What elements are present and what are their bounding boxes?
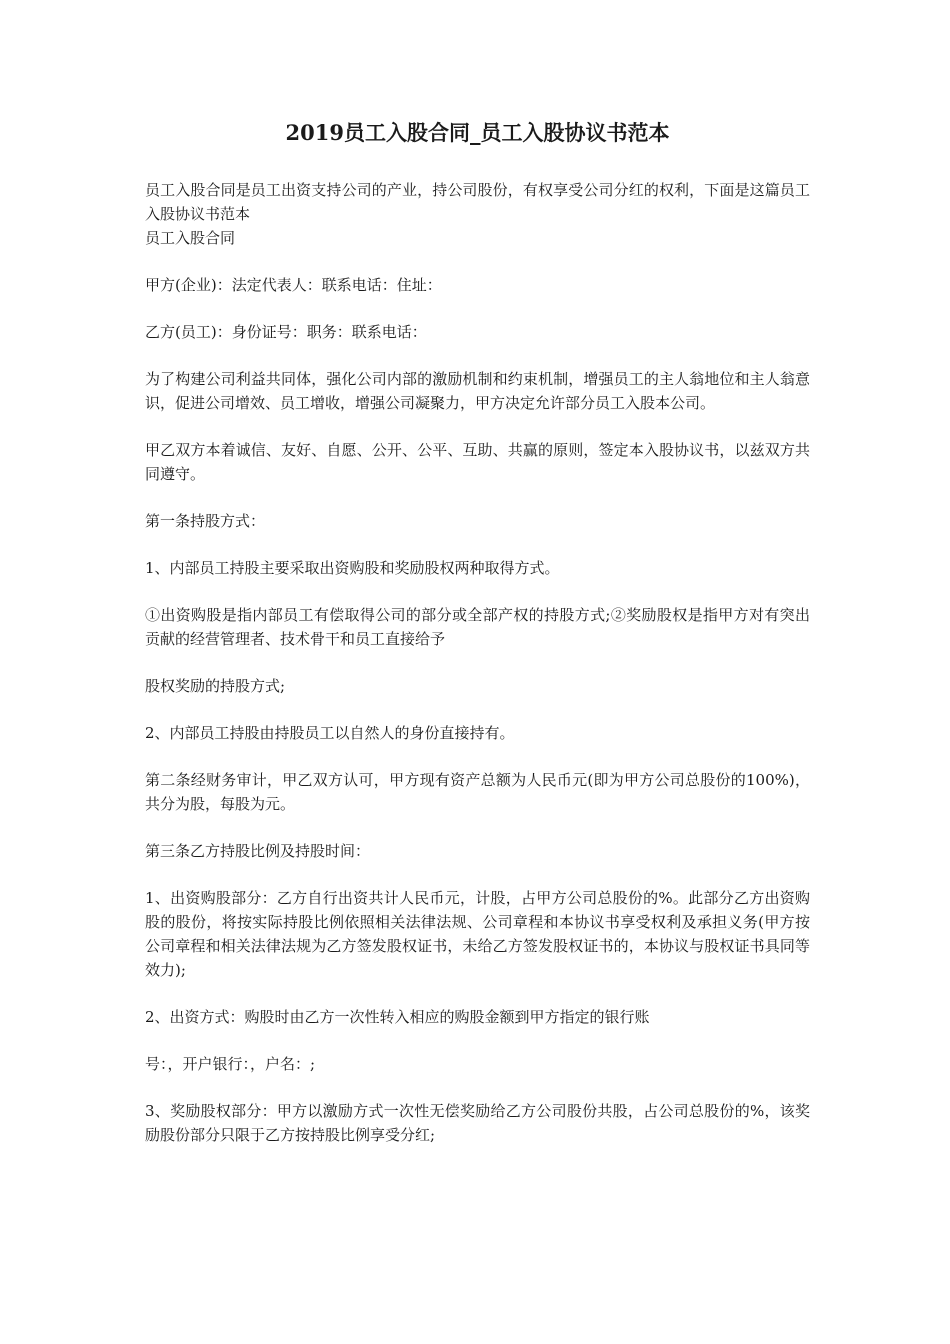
intro-paragraph: 员工入股合同是员工出资支持公司的产业，持公司股份，有权享受公司分红的权利，下面是这篇员工入股协议书范本 (145, 181, 810, 223)
article-1-item-1-detail: ①出资购股是指内部员工有偿取得公司的部分或全部产权的持股方式;②奖励股权是指甲方对有突出贡献的经营管理者、技术骨干和员工直接给予 (145, 606, 810, 648)
article-3-item-1: 1、出资购股部分：乙方自行出资共计人民币元，计股，占甲方公司总股份的%。此部分乙方出资购股的股份，将按实际持股比例依照相关法律法规、公司章程和本协议书享受权利及承担义务(甲方按公司章程和相关法律法规为乙方签发股权证书，未给乙方签发股权证书的，本协议与股权证书具同等效力); (145, 889, 810, 979)
article-3-item-2: 2、出资方式：购股时由乙方一次性转入相应的购股金额到甲方指定的银行账 (145, 1008, 650, 1026)
article-2-paragraph: 第二条经财务审计，甲乙双方认可，甲方现有资产总额为人民币元(即为甲方公司总股份的100%)，共分为股，每股为元。 (145, 771, 810, 813)
party-b-line: 乙方(员工)：身份证号：职务：联系电话： (145, 323, 427, 341)
article-3-item-2-continued: 号：，开户银行：，户名：; (145, 1055, 316, 1073)
article-1-item-2: 2、内部员工持股由持股员工以自然人的身份直接持有。 (145, 724, 515, 742)
document-title: 2019员工入股合同_员工入股协议书范本 (285, 120, 670, 145)
principle-paragraph: 甲乙双方本着诚信、友好、自愿、公开、公平、互助、共赢的原则，签定本入股协议书，以兹双方共同遵守。 (145, 441, 810, 483)
article-3-heading: 第三条乙方持股比例及持股时间： (145, 842, 371, 860)
purpose-paragraph: 为了构建公司利益共同体，强化公司内部的激励机制和约束机制，增强员工的主人翁地位和主人翁意识，促进公司增效、员工增收，增强公司凝聚力，甲方决定允许部分员工入股本公司。 (145, 370, 810, 412)
article-1-item-1: 1、内部员工持股主要采取出资购股和奖励股权两种取得方式。 (145, 559, 560, 577)
article-1-heading: 第一条持股方式： (145, 512, 266, 530)
article-3-item-3: 3、奖励股权部分：甲方以激励方式一次性无偿奖励给乙方公司股份共股，占公司总股份的%，该奖励股份部分只限于乙方按持股比例享受分红; (145, 1102, 810, 1144)
article-1-item-1-continued: 股权奖励的持股方式; (145, 677, 286, 695)
party-a-line: 甲方(企业)：法定代表人：联系电话：住址： (145, 276, 442, 294)
document-page (145, 118, 810, 1147)
section-heading: 员工入股合同 (145, 229, 236, 247)
